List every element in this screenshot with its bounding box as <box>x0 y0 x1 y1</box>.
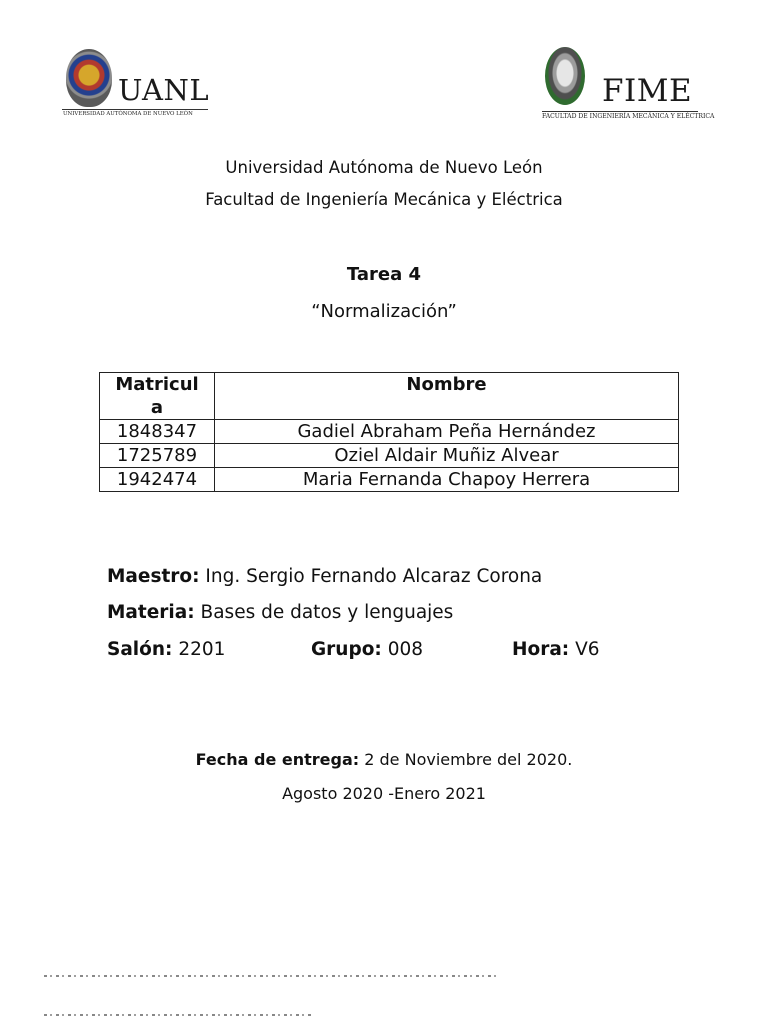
uanl-subtitle: UNIVERSIDAD AUTÓNOMA DE NUEVO LEÓN <box>63 111 193 117</box>
column-header-matricula-line1: Matricul <box>115 374 199 395</box>
hora-field <box>512 639 600 660</box>
fime-gear-icon <box>545 47 585 105</box>
uanl-divider <box>62 109 208 110</box>
column-header-matricula-line2: a <box>150 397 164 418</box>
grupo-field <box>311 639 423 660</box>
students-table <box>99 372 679 492</box>
matricula-cell: 1848347 <box>100 420 215 444</box>
fime-wordmark: FIME <box>602 73 693 109</box>
grupo-value: 008 <box>387 639 424 660</box>
period-line: Agosto 2020 -Enero 2021 <box>282 784 486 803</box>
table-header-row <box>100 373 679 420</box>
matricula-cell: 1725789 <box>100 444 215 468</box>
salon-value: 2201 <box>178 639 226 660</box>
fime-logo <box>542 45 715 125</box>
fecha-label: Fecha de entrega: <box>195 750 360 769</box>
materia-label: Materia: <box>107 602 195 623</box>
scan-artifact <box>44 975 500 977</box>
uanl-wordmark: UANL <box>118 73 210 107</box>
maestro-label: Maestro: <box>107 566 200 587</box>
matricula-cell: 1942474 <box>100 468 215 492</box>
table-row <box>100 468 679 492</box>
fime-divider <box>542 111 698 112</box>
uanl-seal-icon <box>66 49 112 107</box>
maestro-line <box>107 566 542 587</box>
uanl-logo <box>62 45 212 125</box>
scan-artifact <box>44 1014 314 1016</box>
assignment-topic: “Normalización” <box>311 301 457 322</box>
grupo-label: Grupo: <box>311 639 382 660</box>
faculty-name: Facultad de Ingeniería Mecánica y Eléctrica <box>205 190 563 209</box>
maestro-value: Ing. Sergio Fernando Alcaraz Corona <box>205 566 543 587</box>
nombre-cell: Gadiel Abraham Peña Hernández <box>215 420 679 444</box>
column-header-matricula <box>100 373 215 420</box>
fime-subtitle: FACULTAD DE INGENIERÍA MECÁNICA Y ELÉCTRICA <box>542 113 715 120</box>
assignment-title: Tarea 4 <box>346 264 422 285</box>
table-row <box>100 420 679 444</box>
fecha-line <box>0 750 768 769</box>
materia-line <box>107 602 453 623</box>
nombre-cell: Oziel Aldair Muñiz Alvear <box>215 444 679 468</box>
university-name: Universidad Autónoma de Nuevo León <box>225 158 543 177</box>
materia-value: Bases de datos y lenguajes <box>200 602 454 623</box>
fecha-value: 2 de Noviembre del 2020. <box>364 750 573 769</box>
table-row <box>100 444 679 468</box>
salon-label: Salón: <box>107 639 173 660</box>
nombre-cell: Maria Fernanda Chapoy Herrera <box>215 468 679 492</box>
salon-field <box>107 639 225 660</box>
hora-value: V6 <box>575 639 600 660</box>
column-header-nombre: Nombre <box>215 373 679 420</box>
hora-label: Hora: <box>512 639 570 660</box>
